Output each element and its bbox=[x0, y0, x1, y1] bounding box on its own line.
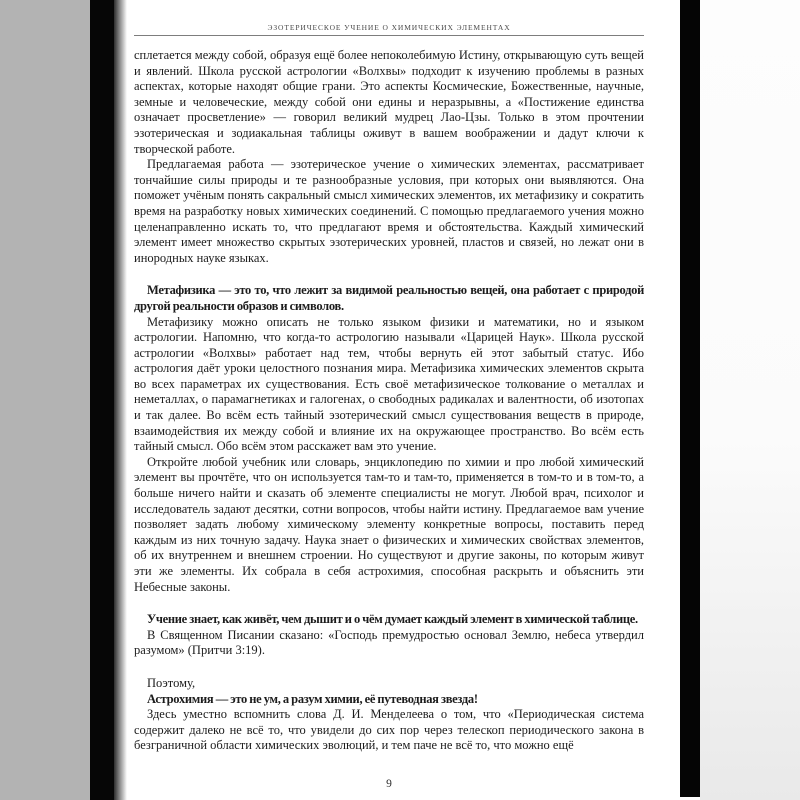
paragraph: Метафизику можно описать не только языком физики и математики, но и языком астрологии. Напомню, что когда-то астрологию называли «Царицей Наук». Школа русской астрологии «Волхвы» работает над тем, чтобы вернуть ей этот забытый статус. Ибо астрология даёт уроки целостного познания мира. Метафизика химических элементов скрыта во всех параметрах их существования. Есть своё метафизическое толкование о металлах и неметаллах, о парамагнетиках и галогенах, о свободных радикалах и валентности, об изотопах и так далее. Во всём есть тайный эзотерический смысл существования веществ в природе, взаимодействия их между собой и влияние их на окружающее пространство. Во всём есть тайный смысл. Обо всём этом расскажет вам это учение. bbox=[134, 314, 644, 454]
scan-left-margin bbox=[0, 0, 90, 800]
paragraph-bold: Метафизика — это то, что лежит за видимой реальностью вещей, она работает с природой другой реальности образов и символов. bbox=[134, 283, 644, 313]
scan-right-margin bbox=[700, 0, 800, 800]
scan-edge-bar-left bbox=[90, 0, 114, 800]
paragraph: сплетается между собой, образуя ещё более непоколебимую Истину, открывающую суть вещей и явлений. Школа русской астрологии «Волхвы» подходит к изучению проблемы в разных аспектах, которые находят общие грани. Это аспекты Космические, Божественные, научные, земные и человеческие, между собой они едины и неразрывны, а «Постижение единства означает просветление» — говорил великий мудрец Лао-Цзы. Только в этом прочтении эзотерическая и зодиакальная таблицы оживут в вашем воображении и дадут ключи к творческой работе. bbox=[134, 48, 644, 156]
page-body bbox=[134, 48, 644, 776]
paragraph: В Священном Писании сказано: «Господь премудростью основал Землю, небеса утвердил разумом» (Притчи 3:19). bbox=[134, 627, 644, 658]
running-head-title: ЭЗОТЕРИЧЕСКОЕ УЧЕНИЕ О ХИМИЧЕСКИХ ЭЛЕМЕНТАХ bbox=[267, 23, 511, 32]
page-number: 9 bbox=[386, 778, 392, 790]
running-head-rule bbox=[134, 35, 644, 36]
paragraph: Откройте любой учебник или словарь, энциклопедию по химии и про любой химический элемент вы прочтёте, что он используется там-то и там-то, применяется в том-то и в том-то, а больше ничего найти и сказать об элементе специалисты не могут. Любой врач, психолог и исследователь задают десятки, сотни вопросов, чтобы найти истину. Предлагаемое вам учение позволяет задать любому химическому элементу конкретные вопросы, поставить перед каждым из них точную задачу. Наука знает о физических и химических свойствах элементов, об их внутреннем и внешнем строении. Но существуют и другие законы, по которым живут эти же элементы. Их собрала в себя астрохимия, способная раскрыть и объяснить эти Небесные законы. bbox=[134, 454, 644, 594]
scan-edge-shadow-left bbox=[114, 0, 127, 800]
scan-edge-bar-right bbox=[680, 0, 700, 797]
paragraph: Предлагаемая работа — эзотерическое учение о химических элементах, рассматривает тончайшие силы природы и те разнообразные условия, при которых они выявляются. Она поможет учёным понять сакральный смысл химических элементов, их метафизику и сократить время на разработку новых химических соединений. С помощью предлагаемого учения можно целенаправленно искать то, что предлагают время и обстоятельства. Каждый химический элемент имеет множество скрытых эзотерических уровней, пластов и связей, но лежат они в инородных науке языках. bbox=[134, 157, 644, 265]
paragraph-bold: Учение знает, как живёт, чем дышит и о чём думает каждый элемент в химической таблице. bbox=[147, 612, 638, 627]
paragraph: Поэтому, bbox=[147, 675, 196, 690]
paragraph: Здесь уместно вспомнить слова Д. И. Менделеева о том, что «Периодическая система содержит далеко не всё то, что увидели до сих пор через телескоп периодического закона в безграничной области химических эволюций, и тем паче не всё то, что можно ещё bbox=[134, 707, 644, 753]
paragraph-bold: Астрохимия — это не ум, а разум химии, её путеводная звезда! bbox=[147, 691, 478, 706]
